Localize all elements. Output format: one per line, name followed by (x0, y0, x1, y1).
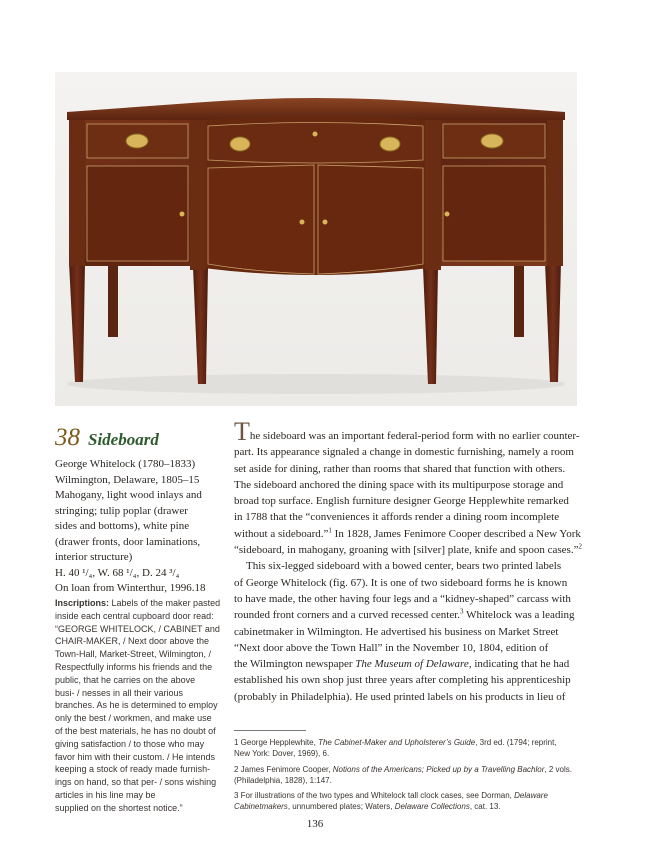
sideboard-photograph (55, 72, 577, 406)
body-line: the Wilmington newspaper (234, 658, 356, 671)
entry-heading (55, 424, 225, 452)
catalog-line: Mahogany, light wood inlays and (55, 489, 202, 501)
footnote-3 (234, 790, 578, 813)
catalog-details (55, 457, 225, 597)
body-text (234, 417, 582, 705)
inscriptions-line: only the best / workmen, and make use (55, 713, 212, 724)
footnote-title: Delaware (514, 791, 548, 801)
body-line: broad top surface. English furniture designer George Hepplewhite remarked (234, 495, 569, 508)
footnote-ref: 2 (578, 542, 582, 551)
inscriptions-line: favor him with their custom. / He intends (55, 751, 216, 762)
catalog-dimensions: H. 40 ¹/₄, W. 68 ¹/₄, D. 24 ³/₄ (55, 566, 180, 579)
inscriptions-line: articles in his line may be (55, 789, 156, 800)
inscriptions-line: CHAIR-MAKER, / Next door above the (55, 636, 210, 647)
body-line: in 1788 that the “conveniences it affords render a dining room incomplete (234, 511, 560, 524)
body-line: This six-legged sideboard with a bowed center, bears two printed labels (246, 560, 562, 573)
footnote-1 (234, 737, 578, 760)
body-line: to have made, the other having four legs and a “kidney-shaped” carcass with (234, 592, 571, 605)
body-line: without a sideboard.” (234, 527, 329, 540)
body-line: rounded front corners and a curved recessed center. (234, 609, 461, 622)
body-line: set aside for dining, rather than rooms that shared that function with others. (234, 462, 566, 475)
footnote-ref: 3 (460, 607, 464, 616)
footnote-text: 1 George Hepplewhite, (234, 738, 319, 747)
footnote-text: , unnumbered plates; Waters, (287, 802, 395, 812)
footnote-text: New York: Dover, 1969), 6. (234, 749, 330, 759)
inscriptions-line: of the best materials, he has no doubt of (55, 725, 216, 736)
footnote-text: 2 James Fenimore Cooper, (234, 764, 333, 774)
catalog-line: George Whitelock (1780–1833) (55, 458, 196, 470)
entry-number: 38 (55, 424, 80, 451)
catalog-line: (drawer fronts, door laminations, (55, 535, 201, 548)
body-line: “sideboard, in mahogany, groaning with [silver] plate, knife and spoon cases.” (234, 544, 579, 557)
body-line: he sideboard was an important federal-period form with no earlier counter- (249, 430, 580, 442)
inscriptions-line: public, that he carries on the above (55, 674, 196, 685)
body-line: In 1828, James Fenimore Cooper described a New York (331, 527, 581, 540)
inscriptions-line: busi- / nesses in all their various (55, 687, 184, 698)
inscriptions-line: “GEORGE WHITELOCK, / CABINET and (55, 623, 220, 634)
footnote-text: , 2 vols. (544, 764, 572, 774)
body-line: “Next door above the Town Hall” in the November 10, 1804, edition of (234, 641, 549, 654)
catalog-line: sides and bottoms), white pine (55, 520, 190, 532)
page-number: 136 (306, 818, 324, 830)
footnote-text: , cat. 13. (469, 802, 501, 812)
catalog-line: stringing; tulip poplar (drawer (55, 504, 188, 517)
body-line: Whitelock was a leading (463, 609, 575, 622)
body-line: (probably in Philadelphia). He used printed labels on his products in lieu of (234, 690, 566, 703)
body-line: of George Whitelock (fig. 67). It is one of two sideboard forms he is known (234, 576, 568, 589)
footnote-text: , 3rd ed. (1794; reprint, (475, 738, 557, 747)
catalog-line: Wilmington, Delaware, 1805–15 (55, 473, 200, 486)
footnote-title: Cabinetmakers (234, 802, 288, 812)
footnote-title: Delaware Collections (394, 802, 470, 812)
inscriptions-line: Labels of the maker pasted (109, 598, 221, 608)
body-line: , indicating that he had (468, 658, 570, 671)
inscriptions-line: keeping a stock of ready made furnish- (55, 764, 211, 775)
footnote-text: 3 For illustrations of the two types and Whitelock tall clock cases, see Dorman, (234, 791, 515, 801)
inscriptions-line: ings on hand, so that per- / sons wishing (55, 777, 217, 788)
footnote-divider (234, 730, 306, 731)
inscriptions-line: Respectfully informs his friends and the (55, 661, 213, 672)
drop-cap: T (234, 417, 250, 446)
footnotes (234, 737, 578, 817)
body-line: cabinetmaker in Wilmington. He advertised his business on Market Street (234, 625, 559, 638)
footnote-2 (234, 764, 578, 787)
footnote-title: The Cabinet-Maker and Upholsterer’s Guide (318, 738, 476, 747)
newspaper-title: The Museum of Delaware (355, 658, 469, 671)
inscriptions-block (55, 597, 227, 815)
inscriptions-line: inside each central cupboard door read: (55, 610, 214, 621)
catalog-line: interior structure) (55, 551, 133, 563)
footnote-ref: 1 (328, 526, 332, 535)
footnote-text: (Philadelphia, 1828), 1:147. (234, 775, 332, 785)
inscriptions-line: supplied on the shortest notice.” (55, 802, 183, 813)
inscriptions-line: Town-Hall, Market-Street, Wilmington, / (55, 649, 212, 660)
body-line: established his own shop just three years after completing his apprenticeship (234, 674, 571, 687)
body-line: The sideboard anchored the dining space with its multipurpose storage and (234, 478, 564, 491)
inscriptions-label: Inscriptions: (55, 598, 110, 608)
inscriptions-line: giving satisfaction / to those who may (55, 738, 205, 749)
body-line: part. Its appearance signaled a change in domestic furnishing, namely a room (234, 446, 574, 459)
inscriptions-line: branches. As he is determined to employ (55, 700, 218, 711)
footnote-title: Notions of the Americans; Picked up by a Travelling Bachlor (332, 764, 545, 774)
entry-title: Sideboard (88, 430, 159, 449)
catalog-loan: On loan from Winterthur, 1996.18 (55, 582, 206, 594)
